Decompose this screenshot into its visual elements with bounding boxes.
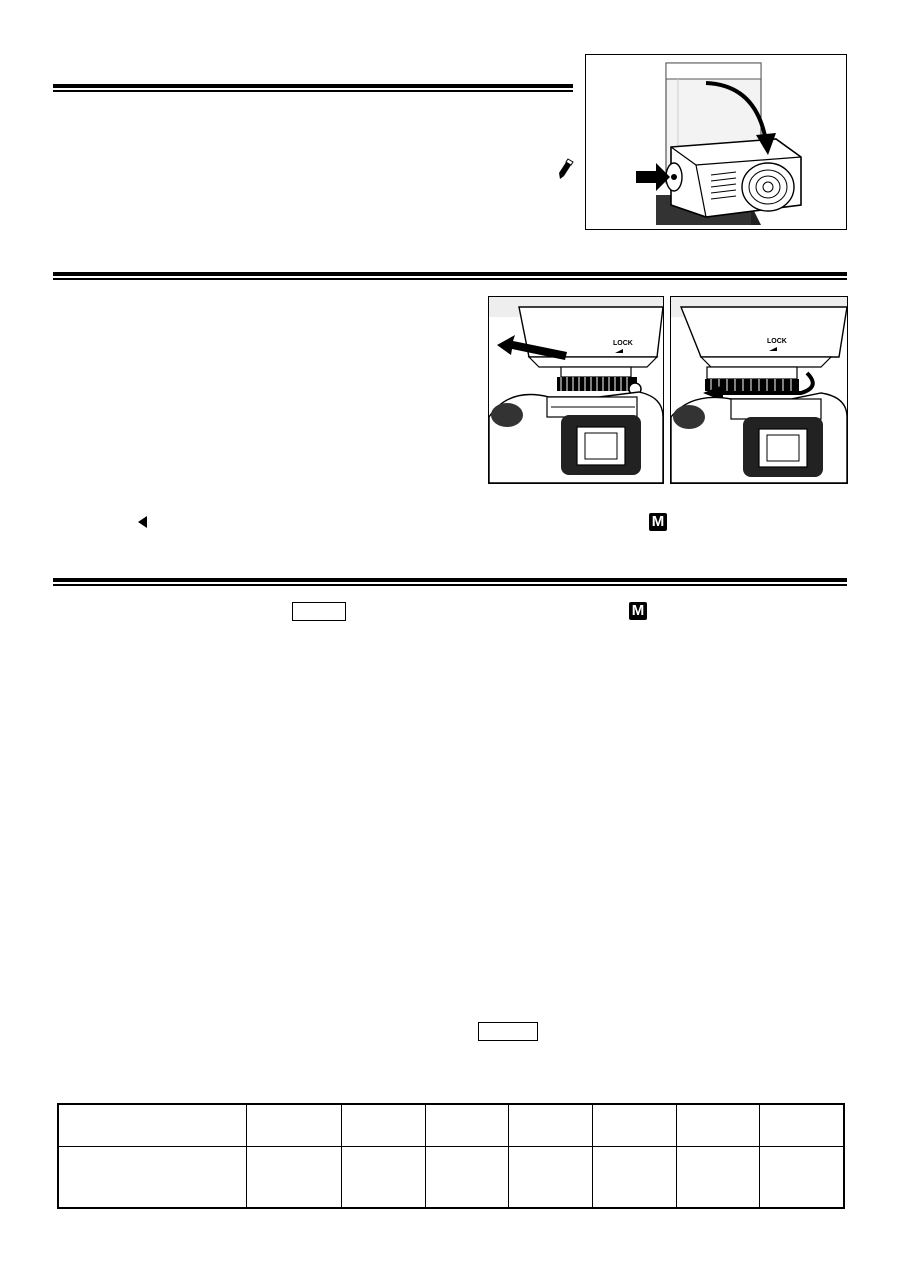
section-1-rule [53,84,573,92]
lock-ring-slide-figure [488,296,664,484]
table-cell [676,1146,760,1208]
left-triangle-icon [138,515,148,527]
table-cell [760,1104,844,1146]
lock-text-right: LOCK [767,338,787,345]
label-box [292,602,346,621]
table-cell [341,1104,425,1146]
table-cell [247,1104,342,1146]
manual-mode-icon-2: M [629,602,647,620]
section-2-rule [53,272,847,280]
table-cell [509,1146,593,1208]
table-header-row [58,1104,844,1146]
lock-text-left: LOCK [613,340,633,347]
table-cell [341,1146,425,1208]
table-cell [676,1104,760,1146]
flash-head-figure [585,54,847,230]
table-cell [58,1146,247,1208]
table-cell [58,1104,247,1146]
manual-mode-icon: M [649,513,667,531]
lock-ring-turn-figure [670,296,848,484]
data-table [57,1103,845,1209]
table-cell [247,1146,342,1208]
table-row [58,1146,844,1208]
table-cell [592,1146,676,1208]
table-cell [425,1146,509,1208]
table-cell [509,1104,593,1146]
pencil-icon [556,158,574,180]
section-3-rule [53,578,847,586]
table-cell [760,1146,844,1208]
label-box-2 [478,1022,538,1041]
table-cell [592,1104,676,1146]
table-cell [425,1104,509,1146]
